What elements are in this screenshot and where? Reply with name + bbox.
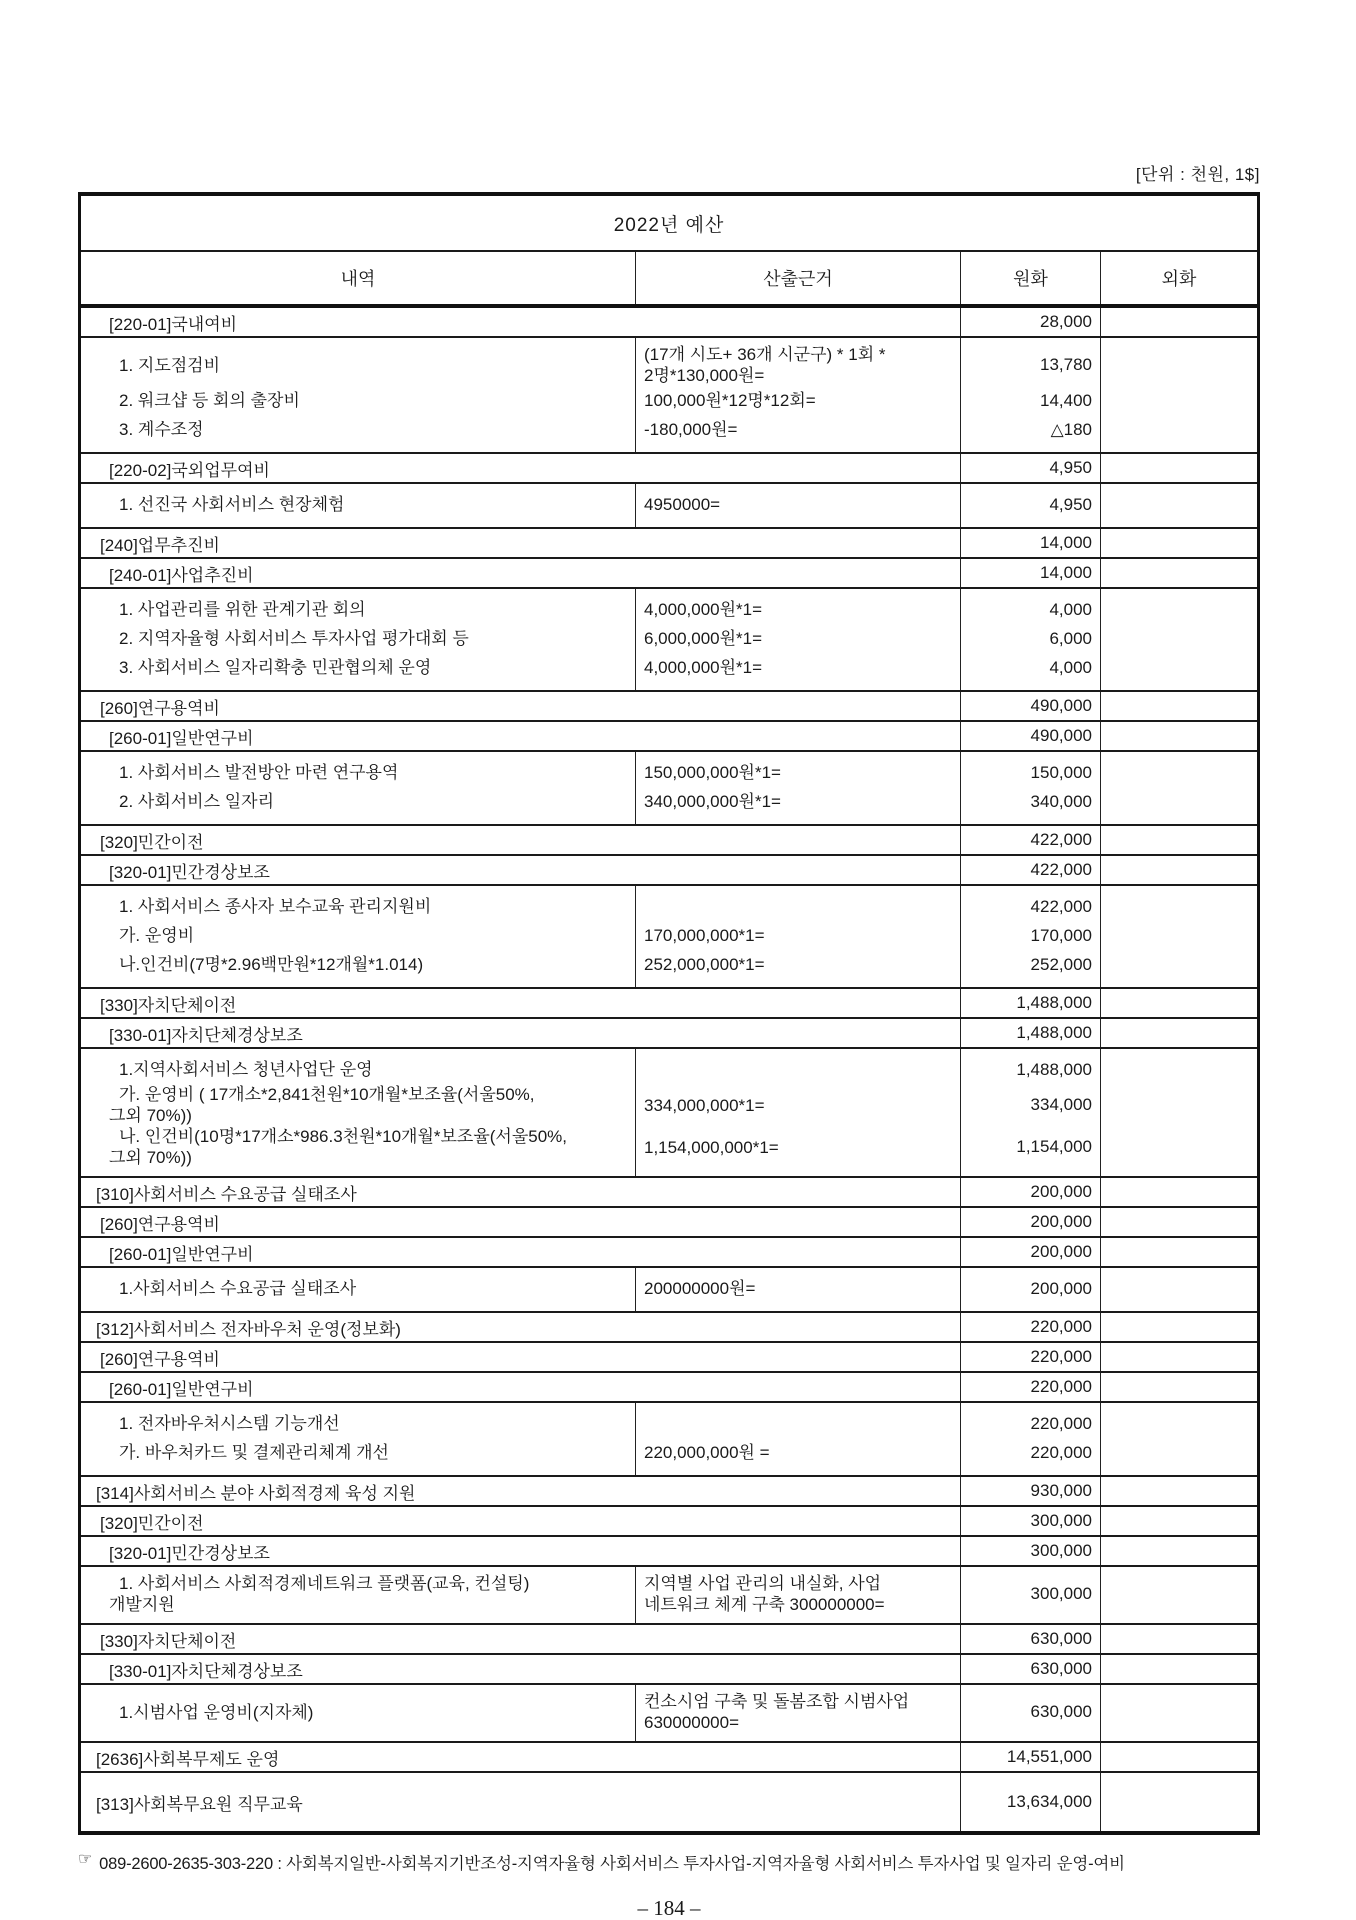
item-label: 1. 지도점검비	[119, 355, 221, 375]
row-foreign-currency	[1100, 484, 1257, 527]
row-won: 28,000	[960, 308, 1100, 336]
row-won: 220,000	[960, 1373, 1100, 1401]
row-foreign-currency	[1100, 1743, 1257, 1771]
row-calc	[635, 787, 960, 824]
row-foreign-currency	[1100, 1507, 1257, 1535]
col-header-detail: 내역	[340, 269, 376, 289]
row-won: 490,000	[960, 722, 1100, 750]
item-label: 1. 사업관리를 위한 관계기관 회의	[119, 600, 366, 619]
item-line	[81, 1084, 1257, 1126]
item-line	[81, 1685, 1257, 1741]
row-label	[81, 1268, 635, 1311]
page-content	[78, 160, 1260, 1920]
item-label: 1. 사회서비스 사회적경제네트워크 플랫폼(교육, 컨설팅)	[119, 1574, 530, 1593]
row-foreign-currency	[1100, 886, 1257, 921]
item-calc: 200000000원=	[644, 1279, 756, 1298]
row-won: 252,000	[960, 950, 1100, 987]
row-label	[81, 787, 635, 824]
row-label: [260]연구용역비	[100, 1349, 220, 1369]
pointing-hand-icon: ☞	[78, 1851, 93, 1868]
table-row	[81, 1373, 1257, 1403]
item-calc: 4,000,000원*1=	[644, 600, 763, 619]
item-line	[81, 415, 1257, 452]
row-label	[81, 1685, 635, 1741]
item-label: 3. 계수조정	[119, 420, 204, 439]
row-foreign-currency	[1100, 1208, 1257, 1236]
row-label	[81, 653, 635, 690]
row-label: [260]연구용역비	[100, 698, 220, 718]
row-label	[81, 1438, 635, 1475]
row-foreign-currency	[1100, 308, 1257, 336]
row-label: [320]민간이전	[100, 1513, 204, 1533]
row-foreign-currency	[1100, 386, 1257, 415]
table-row	[81, 886, 1257, 989]
item-label: 개발지원	[109, 1595, 175, 1614]
row-calc	[635, 1126, 960, 1176]
row-won: 200,000	[960, 1268, 1100, 1311]
item-line	[81, 589, 1257, 624]
row-label	[81, 886, 635, 921]
table-row	[81, 1343, 1257, 1373]
row-foreign-currency	[1100, 1625, 1257, 1653]
item-line	[81, 484, 1257, 527]
item-label: 가. 바우처카드 및 결제관리체계 개선	[119, 1443, 389, 1462]
row-label: [330]자치단체이전	[100, 1631, 237, 1651]
row-label	[81, 1049, 635, 1084]
item-label: 1. 선진국 사회서비스 현장체험	[119, 495, 345, 514]
row-label: [312]사회서비스 전자바우처 운영(정보화)	[96, 1319, 401, 1339]
row-won: 200,000	[960, 1208, 1100, 1236]
row-foreign-currency	[1100, 1403, 1257, 1438]
item-calc: 170,000,000*1=	[644, 926, 765, 945]
table-title: 2022년 예산	[81, 196, 1257, 252]
row-label	[81, 1084, 635, 1126]
table-row	[81, 1019, 1257, 1049]
row-calc	[635, 1084, 960, 1126]
row-foreign-currency	[1100, 1343, 1257, 1371]
row-won: 14,400	[960, 386, 1100, 415]
row-foreign-currency	[1100, 559, 1257, 587]
row-foreign-currency	[1100, 752, 1257, 787]
row-foreign-currency	[1100, 1685, 1257, 1741]
row-label: [2636]사회복무제도 운영	[96, 1749, 280, 1769]
row-label: [320]민간이전	[100, 832, 204, 852]
item-line	[81, 787, 1257, 824]
row-calc	[635, 484, 960, 527]
row-won: 6,000	[960, 624, 1100, 653]
item-calc: 220,000,000원 =	[644, 1443, 770, 1462]
row-label: [330-01]자치단체경상보조	[109, 1661, 303, 1681]
item-label: 3. 사회서비스 일자리확충 민관협의체 운영	[119, 658, 432, 677]
row-won: 1,488,000	[960, 989, 1100, 1017]
table-header-row	[81, 252, 1257, 308]
table-row	[81, 1477, 1257, 1507]
row-won: 630,000	[960, 1685, 1100, 1741]
item-line	[81, 338, 1257, 386]
row-foreign-currency	[1100, 950, 1257, 987]
row-won: 300,000	[960, 1507, 1100, 1535]
table-row	[81, 1178, 1257, 1208]
table-row	[81, 1238, 1257, 1268]
table-row	[81, 308, 1257, 338]
row-calc	[635, 752, 960, 787]
row-foreign-currency	[1100, 1477, 1257, 1505]
row-label: [260-01]일반연구비	[109, 1379, 254, 1399]
row-foreign-currency	[1100, 1178, 1257, 1206]
row-won: 490,000	[960, 692, 1100, 720]
item-line	[81, 1567, 1257, 1623]
item-calc: 340,000,000원*1=	[644, 792, 781, 811]
row-label: [314]사회서비스 분야 사회적경제 육성 지원	[96, 1483, 416, 1503]
item-label: 그외 70%))	[109, 1106, 192, 1125]
row-calc	[635, 624, 960, 653]
row-foreign-currency	[1100, 1126, 1257, 1176]
item-line	[81, 653, 1257, 690]
row-foreign-currency	[1100, 1268, 1257, 1311]
budget-table-body	[81, 308, 1257, 1831]
row-label	[81, 1126, 635, 1176]
row-label	[81, 589, 635, 624]
row-foreign-currency	[1100, 1655, 1257, 1683]
row-foreign-currency	[1100, 338, 1257, 386]
row-foreign-currency	[1100, 989, 1257, 1017]
row-won: 300,000	[960, 1537, 1100, 1565]
row-foreign-currency	[1100, 454, 1257, 482]
row-won: 14,000	[960, 559, 1100, 587]
item-line	[81, 886, 1257, 921]
row-foreign-currency	[1100, 1567, 1257, 1623]
row-calc	[635, 415, 960, 452]
row-won: 1,488,000	[960, 1049, 1100, 1084]
item-label: 2. 워크샵 등 회의 출장비	[119, 391, 300, 410]
table-row	[81, 989, 1257, 1019]
row-won: 4,950	[960, 454, 1100, 482]
item-line	[81, 1268, 1257, 1311]
row-won: 170,000	[960, 921, 1100, 950]
row-foreign-currency	[1100, 1019, 1257, 1047]
item-label: 1.지역사회서비스 청년사업단 운영	[119, 1060, 373, 1079]
table-row	[81, 1773, 1257, 1831]
row-won: 14,551,000	[960, 1743, 1100, 1771]
row-won: 200,000	[960, 1178, 1100, 1206]
table-row	[81, 1507, 1257, 1537]
row-won: 1,488,000	[960, 1019, 1100, 1047]
table-row	[81, 1685, 1257, 1743]
row-foreign-currency	[1100, 624, 1257, 653]
table-row	[81, 1655, 1257, 1685]
item-label: 그외 70%))	[109, 1148, 192, 1167]
row-label: [320-01]민간경상보조	[109, 862, 270, 882]
item-calc: 150,000,000원*1=	[644, 763, 781, 782]
table-row	[81, 338, 1257, 454]
row-label: [260-01]일반연구비	[109, 728, 254, 748]
item-calc: 100,000원*12명*12회=	[644, 391, 816, 410]
item-calc: 2명*130,000원=	[644, 366, 765, 385]
item-label: 나.인건비(7명*2.96백만원*12개월*1.014)	[119, 955, 424, 974]
item-calc: 6,000,000원*1=	[644, 629, 763, 648]
row-label: [220-02]국외업무여비	[109, 460, 270, 480]
row-foreign-currency	[1100, 653, 1257, 690]
table-row	[81, 1537, 1257, 1567]
item-label: 가. 운영비	[119, 926, 195, 945]
row-label	[81, 624, 635, 653]
item-line	[81, 1403, 1257, 1438]
row-foreign-currency	[1100, 722, 1257, 750]
row-won: 220,000	[960, 1438, 1100, 1475]
row-calc	[635, 1685, 960, 1741]
item-calc: 지역별 사업 관리의 내실화, 사업	[644, 1574, 882, 1593]
row-won: 4,000	[960, 589, 1100, 624]
table-row	[81, 722, 1257, 752]
item-label: 1.사회서비스 수요공급 실태조사	[119, 1279, 357, 1298]
item-line	[81, 950, 1257, 987]
item-calc: 4950000=	[644, 495, 721, 514]
row-label: [240-01]사업추진비	[109, 565, 254, 585]
row-won: 13,780	[960, 338, 1100, 386]
item-line	[81, 1438, 1257, 1475]
item-label: 1.시범사업 운영비(지자체)	[119, 1702, 314, 1722]
row-calc	[635, 1268, 960, 1311]
row-foreign-currency	[1100, 826, 1257, 854]
row-foreign-currency	[1100, 1537, 1257, 1565]
row-foreign-currency	[1100, 589, 1257, 624]
item-line	[81, 1049, 1257, 1084]
table-row	[81, 1313, 1257, 1343]
row-won: 200,000	[960, 1238, 1100, 1266]
row-calc	[635, 886, 960, 921]
item-calc: 네트워크 체계 구축 300000000=	[644, 1595, 885, 1614]
item-line	[81, 624, 1257, 653]
row-won: 630,000	[960, 1655, 1100, 1683]
row-foreign-currency	[1100, 1373, 1257, 1401]
row-won: 334,000	[960, 1084, 1100, 1126]
item-line	[81, 1126, 1257, 1176]
table-row	[81, 589, 1257, 692]
item-label: 가. 운영비 ( 17개소*2,841천원*10개월*보조율(서울50%,	[119, 1085, 535, 1104]
row-calc	[635, 386, 960, 415]
item-calc: -180,000원=	[644, 420, 738, 439]
row-won: 300,000	[960, 1567, 1100, 1623]
item-calc: 4,000,000원*1=	[644, 658, 763, 677]
table-row	[81, 454, 1257, 484]
item-label: 나. 인건비(10명*17개소*986.3천원*10개월*보조율(서울50%,	[119, 1127, 567, 1146]
table-row	[81, 484, 1257, 529]
row-calc	[635, 1567, 960, 1623]
item-label: 1. 전자바우처시스템 기능개선	[119, 1414, 340, 1433]
row-label	[81, 1403, 635, 1438]
item-label: 1. 사회서비스 종사자 보수교육 관리지원비	[119, 897, 432, 916]
row-won: 14,000	[960, 529, 1100, 557]
row-label: [240]업무추진비	[100, 535, 220, 555]
table-row	[81, 1403, 1257, 1477]
row-label	[81, 386, 635, 415]
row-foreign-currency	[1100, 787, 1257, 824]
table-row	[81, 856, 1257, 886]
row-foreign-currency	[1100, 1238, 1257, 1266]
row-foreign-currency	[1100, 692, 1257, 720]
row-label: [330-01]자치단체경상보조	[109, 1025, 303, 1045]
item-calc: (17개 시도+ 36개 시군구) * 1회 *	[644, 345, 886, 364]
row-calc	[635, 950, 960, 987]
table-row	[81, 1625, 1257, 1655]
item-line	[81, 386, 1257, 415]
col-header-basis: 산출근거	[635, 252, 960, 304]
row-label	[81, 1567, 635, 1623]
table-row	[81, 529, 1257, 559]
footnote-text: 089-2600-2635-303-220 : 사회복지일반-사회복지기반조성-지역자율형 사회서비스 투자사업-지역자율형 사회서비스 투자사업 및 일자리 운영-여비	[99, 1855, 1125, 1873]
row-won: 4,950	[960, 484, 1100, 527]
page-number: – 184 –	[637, 1896, 701, 1920]
row-foreign-currency	[1100, 415, 1257, 452]
row-label	[81, 921, 635, 950]
row-label: [313]사회복무요원 직무교육	[96, 1794, 303, 1814]
budget-table	[78, 192, 1260, 1835]
row-won: 630,000	[960, 1625, 1100, 1653]
row-calc	[635, 589, 960, 624]
row-label	[81, 752, 635, 787]
table-row	[81, 752, 1257, 826]
row-won: 422,000	[960, 886, 1100, 921]
row-foreign-currency	[1100, 1438, 1257, 1475]
row-foreign-currency	[1100, 921, 1257, 950]
row-won: 4,000	[960, 653, 1100, 690]
row-foreign-currency	[1100, 1084, 1257, 1126]
row-won: 220,000	[960, 1313, 1100, 1341]
row-label	[81, 950, 635, 987]
row-calc	[635, 1049, 960, 1084]
row-label: [310]사회서비스 수요공급 실태조사	[96, 1184, 357, 1204]
row-foreign-currency	[1100, 1313, 1257, 1341]
row-won: 220,000	[960, 1343, 1100, 1371]
row-foreign-currency	[1100, 1773, 1257, 1831]
row-won: 930,000	[960, 1477, 1100, 1505]
item-label: 2. 지역자율형 사회서비스 투자사업 평가대회 등	[119, 629, 469, 648]
row-foreign-currency	[1100, 529, 1257, 557]
table-row	[81, 559, 1257, 589]
row-foreign-currency	[1100, 1049, 1257, 1084]
unit-label: [단위 : 천원, 1$]	[1135, 165, 1260, 184]
table-row	[81, 1743, 1257, 1773]
row-label	[81, 338, 635, 386]
row-calc	[635, 921, 960, 950]
col-header-krw: 원화	[960, 252, 1100, 304]
item-calc: 컨소시엄 구축 및 돌봄조합 시범사업	[644, 1692, 910, 1711]
row-calc	[635, 338, 960, 386]
row-won: 150,000	[960, 752, 1100, 787]
item-calc: 630000000=	[644, 1713, 740, 1732]
table-row	[81, 1268, 1257, 1313]
row-label	[81, 484, 635, 527]
item-label: 1. 사회서비스 발전방안 마련 연구용역	[119, 763, 399, 782]
row-calc	[635, 1438, 960, 1475]
row-won: 220,000	[960, 1403, 1100, 1438]
item-calc: 1,154,000,000*1=	[644, 1137, 779, 1157]
col-header-foreign: 외화	[1100, 252, 1257, 304]
row-label: [260]연구용역비	[100, 1214, 220, 1234]
row-won: 340,000	[960, 787, 1100, 824]
table-row	[81, 1567, 1257, 1625]
row-label: [330]자치단체이전	[100, 995, 237, 1015]
table-row	[81, 826, 1257, 856]
table-row	[81, 692, 1257, 722]
table-row	[81, 1049, 1257, 1178]
row-won: 1,154,000	[960, 1126, 1100, 1176]
row-won: 422,000	[960, 826, 1100, 854]
item-calc: 252,000,000*1=	[644, 955, 765, 974]
row-calc	[635, 653, 960, 690]
row-won: △180	[960, 415, 1100, 452]
item-calc: 334,000,000*1=	[644, 1095, 765, 1115]
item-line	[81, 921, 1257, 950]
row-label	[81, 415, 635, 452]
item-line	[81, 752, 1257, 787]
row-foreign-currency	[1100, 856, 1257, 884]
item-label: 2. 사회서비스 일자리	[119, 792, 274, 811]
row-label: [260-01]일반연구비	[109, 1244, 254, 1264]
footnote	[78, 1850, 1288, 1874]
row-label: [220-01]국내여비	[109, 314, 238, 334]
row-won: 422,000	[960, 856, 1100, 884]
row-calc	[635, 1403, 960, 1438]
row-label: [320-01]민간경상보조	[109, 1543, 270, 1563]
row-won: 13,634,000	[960, 1773, 1100, 1831]
table-row	[81, 1208, 1257, 1238]
